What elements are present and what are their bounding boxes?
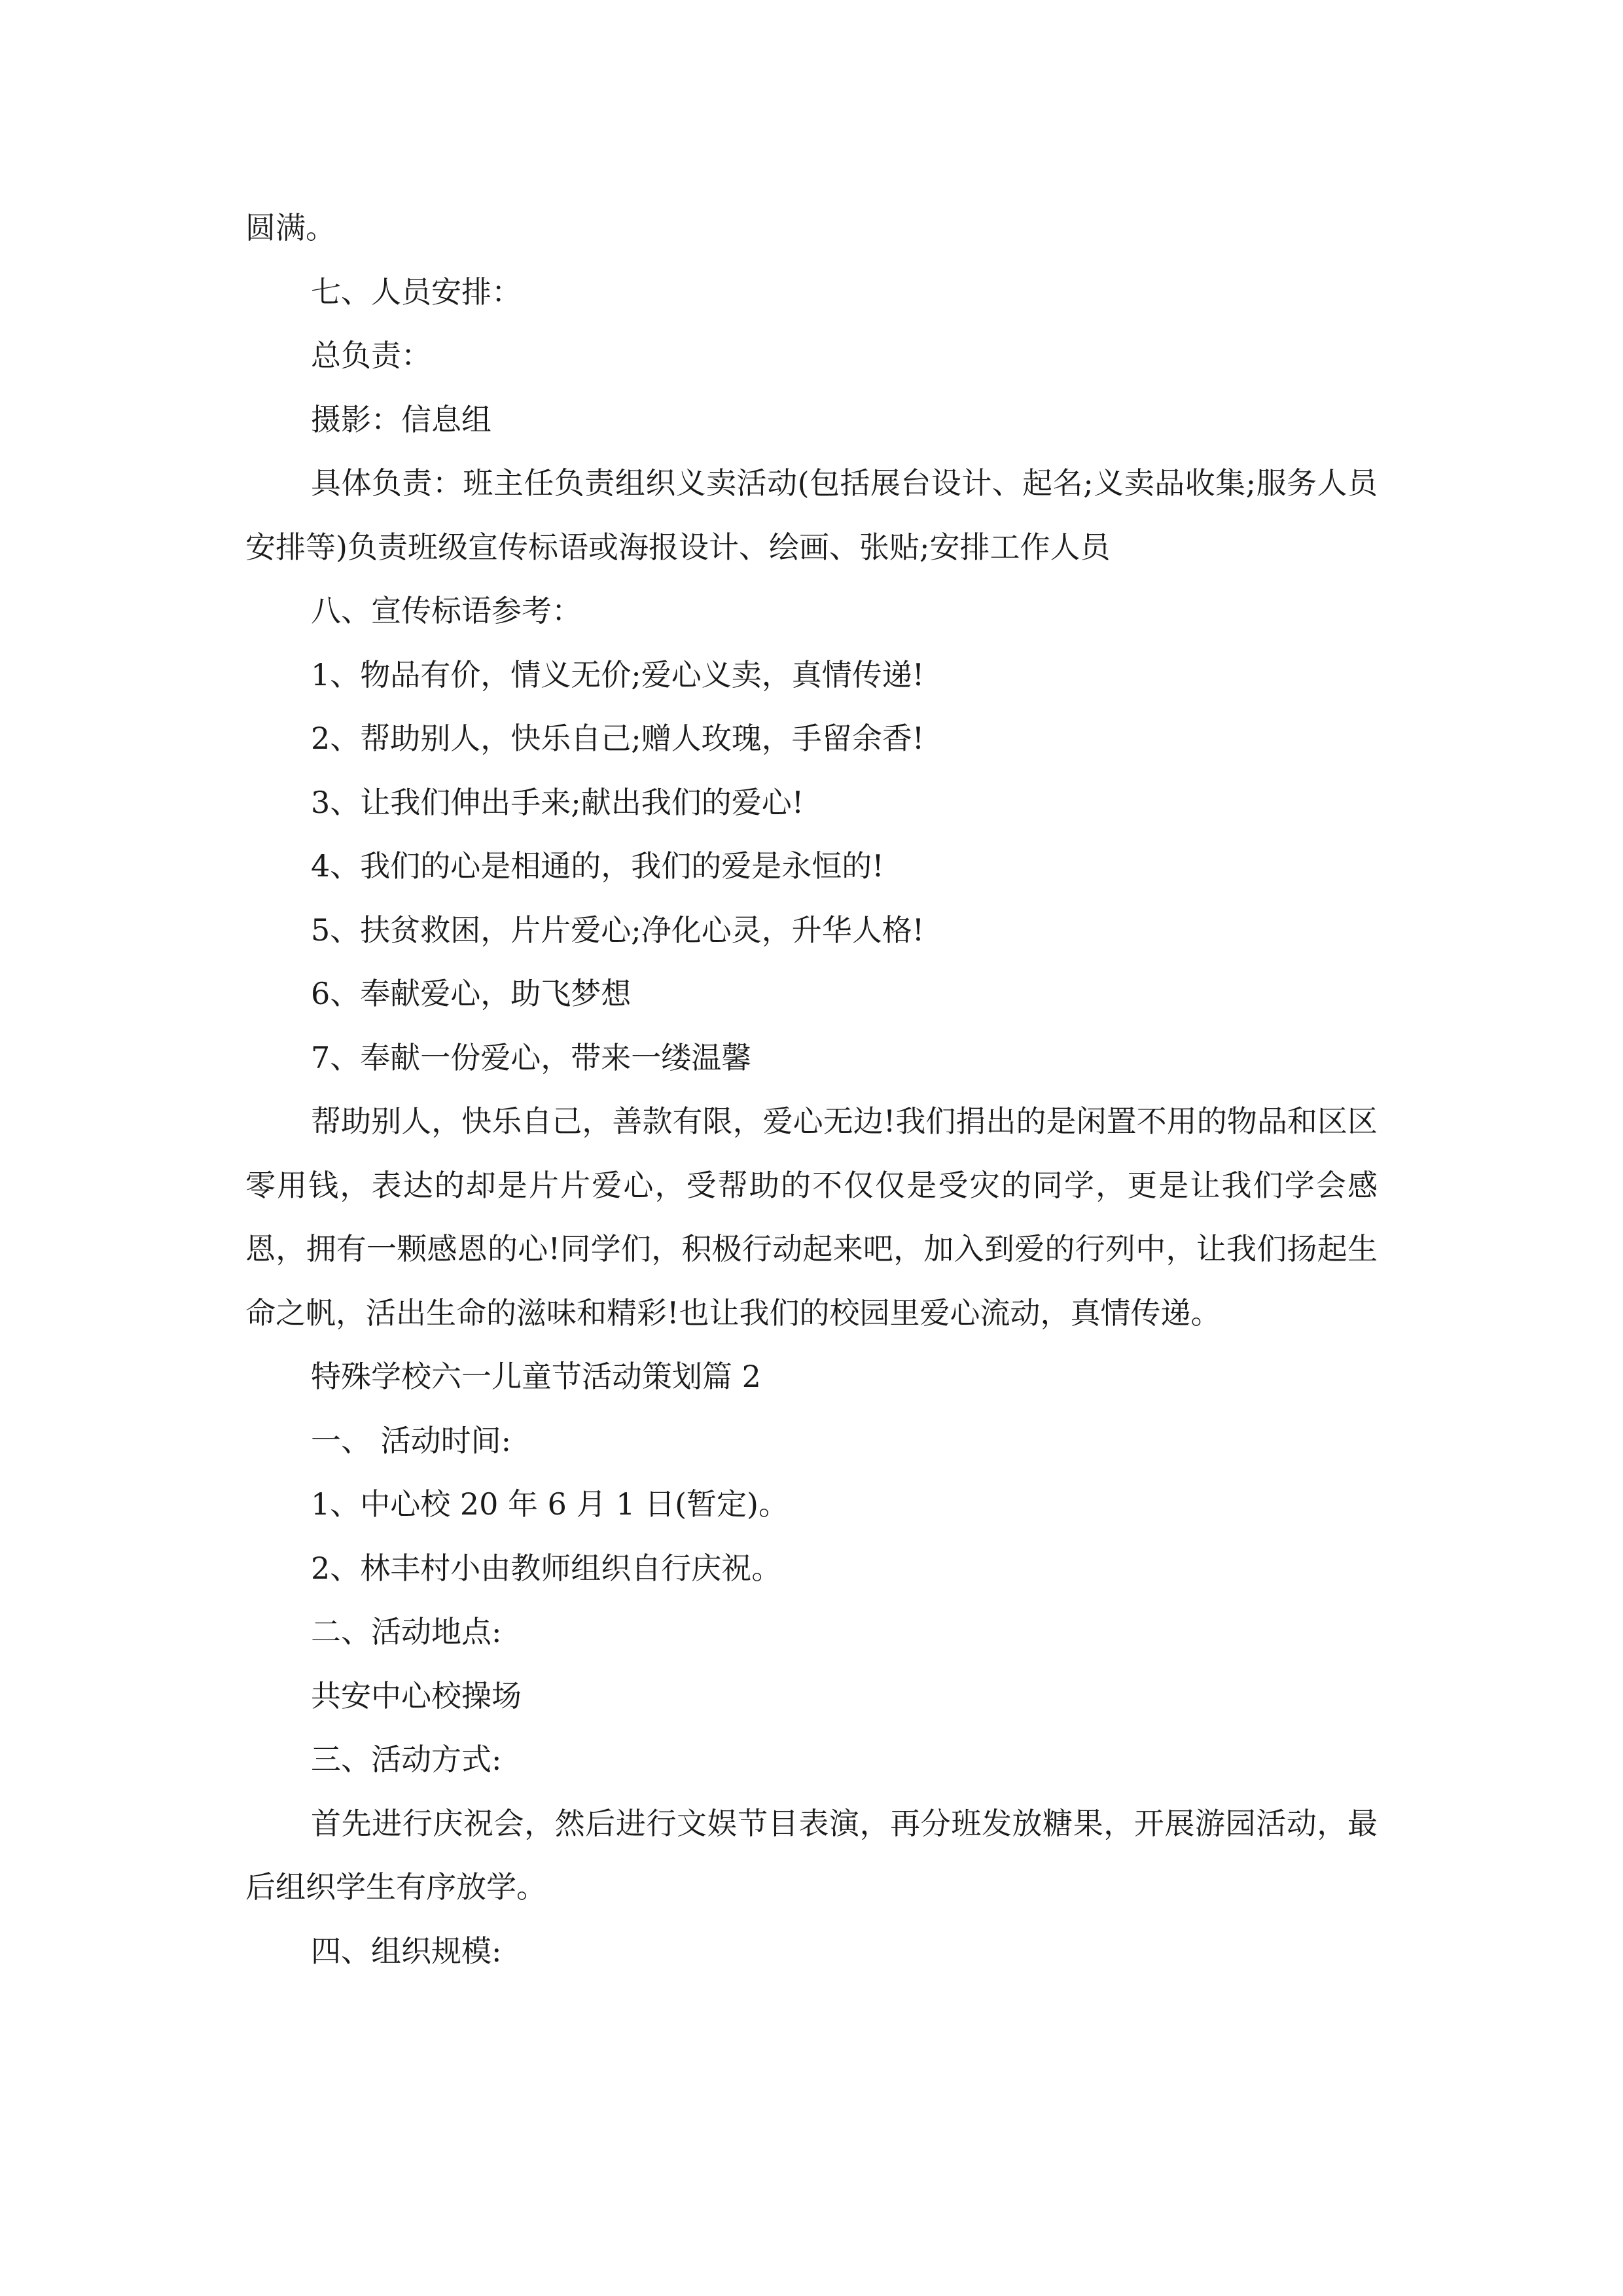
list-item: 2、帮助别人，快乐自己;赠人玫瑰，手留余香!	[311, 721, 925, 756]
paragraph: 圆满。	[245, 210, 336, 245]
paragraph: 摄影：信息组	[311, 401, 491, 437]
list-item: 1、物品有价，情义无价;爱心义卖，真情传递!	[311, 656, 925, 692]
list-item: 2、林丰村小由教师组织自行庆祝。	[311, 1550, 782, 1586]
list-item: 5、扶贫救困，片片爱心;净化心灵，升华人格!	[311, 912, 925, 948]
section-heading-staffing: 七、人员安排：	[311, 274, 522, 310]
section-heading-slogans: 八、宣传标语参考：	[311, 593, 582, 628]
document-body	[245, 196, 1378, 1983]
paragraph: 具体负责：班主任负责组织义卖活动(包括展台设计、起名;义卖品收集;服务人员安排等)负责班级宣传标语或海报设计、绘画、张贴;安排工作人员	[245, 465, 1378, 565]
list-item: 6、奉献爱心，助飞梦想	[311, 976, 632, 1011]
list-item: 7、奉献一份爱心，带来一缕温馨	[311, 1039, 752, 1075]
paragraph: 首先进行庆祝会，然后进行文娱节目表演，再分班发放糖果，开展游园活动，最后组织学生有序放学。	[245, 1805, 1378, 1905]
list-item: 1、中心校 20 年 6 月 1 日(暂定)。	[311, 1486, 789, 1522]
list-item: 4、我们的心是相通的，我们的爱是永恒的!	[311, 848, 884, 884]
list-item: 3、让我们伸出手来;献出我们的爱心!	[311, 784, 804, 820]
section-heading-location: 二、活动地点:	[311, 1614, 502, 1649]
section-heading-method: 三、活动方式:	[311, 1742, 502, 1777]
section-heading-time: 一、 活动时间:	[311, 1422, 512, 1458]
article-title: 特殊学校六一儿童节活动策划篇 2	[311, 1359, 761, 1394]
section-heading-scale: 四、组织规模:	[311, 1933, 502, 1969]
paragraph: 帮助别人，快乐自己，善款有限，爱心无边!我们捐出的是闲置不用的物品和区区零用钱，表达的却是片片爱心，受帮助的不仅仅是受灾的同学，更是让我们学会感恩，拥有一颗感恩的心!同学们，积极行动起来吧，加入到爱的行列中，让我们扬起生命之帆，活出生命的滋味和精彩!也让我们的校园里爱心流动，真情传递。	[245, 1103, 1378, 1331]
paragraph: 总负责：	[311, 338, 431, 373]
paragraph: 共安中心校操场	[311, 1677, 522, 1713]
